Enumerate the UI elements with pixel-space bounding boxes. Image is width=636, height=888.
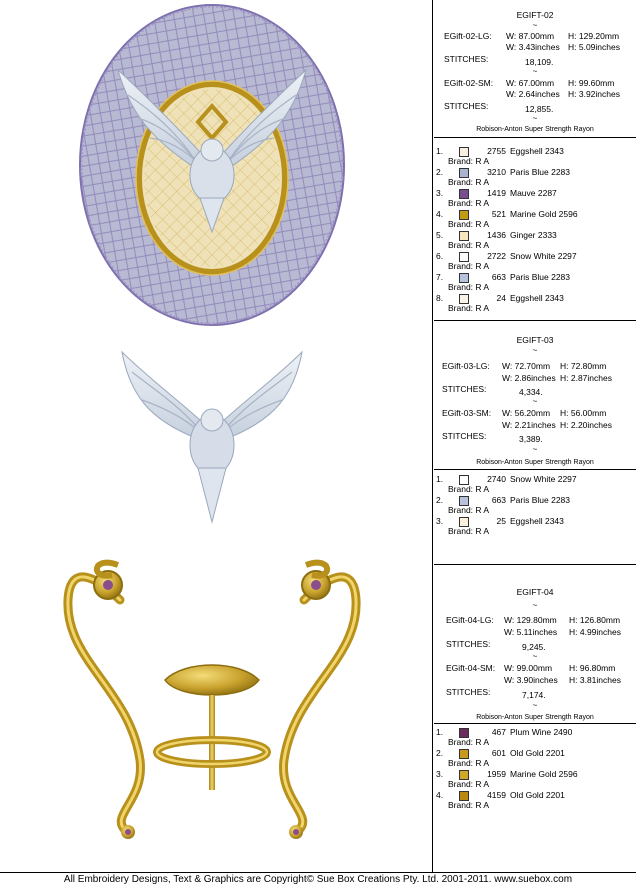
lg-stitches: 18,109. <box>525 57 554 67</box>
thread-name: Snow White 2297 <box>510 251 577 261</box>
sm-height-in: H: 2.20inches <box>560 420 612 430</box>
design-info-egift-04 <box>434 570 636 870</box>
thread-code: 24 <box>496 293 506 303</box>
lg-height-mm: H: 126.80mm <box>569 615 621 625</box>
sm-height-in: H: 3.81inches <box>569 675 621 685</box>
sm-stitches: 7,174. <box>522 690 546 700</box>
thread-brand: Brand: R A <box>448 779 490 789</box>
design-title: EGIFT-04 <box>516 587 554 597</box>
divider <box>434 564 636 565</box>
thread-brand: Brand: R A <box>448 737 490 747</box>
lg-height-in: H: 5.09inches <box>568 42 620 52</box>
lg-height-in: H: 2.87inches <box>560 373 612 383</box>
thread-brand: Brand: R A <box>448 758 490 768</box>
thread-code: 521 <box>491 209 506 219</box>
thread-code: 3210 <box>487 167 506 177</box>
thread-row <box>436 495 636 516</box>
thread-name: Plum Wine 2490 <box>510 727 573 737</box>
tilde-separator: ~ <box>532 21 538 30</box>
sm-height-mm: H: 96.80mm <box>569 663 616 673</box>
thread-brand-heading: Robison-Anton Super Strength Rayon <box>476 459 594 466</box>
lg-label: EGift-02-LG: <box>444 31 492 41</box>
sm-height-mm: H: 99.60mm <box>568 78 615 88</box>
lg-height-mm: H: 72.80mm <box>560 361 607 371</box>
thread-row <box>436 209 636 230</box>
sm-width-mm: W: 56.20mm <box>502 408 551 418</box>
lg-width-mm: W: 72.70mm <box>502 361 551 371</box>
lg-width-mm: W: 129.80mm <box>504 615 557 625</box>
tilde-separator: ~ <box>532 346 538 355</box>
thread-brand: Brand: R A <box>448 282 490 292</box>
design-title: EGIFT-03 <box>516 335 554 345</box>
lg-stitches: 9,245. <box>522 642 546 652</box>
copyright-footer: All Embroidery Designs, Text & Graphics are Copyright© Sue Box Creations Pty. Ltd. 2001-2011. www.suebox.com <box>63 874 573 885</box>
stitches-label: STITCHES: <box>446 687 491 697</box>
lg-width-in: W: 2.86inches <box>502 373 556 383</box>
thread-brand: Brand: R A <box>448 800 490 810</box>
thread-number: 5. <box>436 230 444 240</box>
thread-number: 3. <box>436 516 444 526</box>
divider <box>434 137 636 138</box>
sm-width-mm: W: 99.00mm <box>504 663 553 673</box>
thread-row <box>436 790 636 811</box>
lg-width-in: W: 3.43inches <box>506 42 560 52</box>
thread-row <box>436 474 636 495</box>
thread-brand: Brand: R A <box>448 240 490 250</box>
stitches-label: STITCHES: <box>442 384 487 394</box>
design-info-egift-02 <box>434 0 636 330</box>
thread-number: 8. <box>436 293 444 303</box>
thread-name: Eggshell 2343 <box>510 293 564 303</box>
thread-code: 467 <box>491 727 506 737</box>
lg-height-mm: H: 129.20mm <box>568 31 620 41</box>
thread-code: 1959 <box>487 769 506 779</box>
sm-label: EGift-03-SM: <box>442 408 492 418</box>
thread-brand: Brand: R A <box>448 505 490 515</box>
thread-name: Eggshell 2343 <box>510 516 564 526</box>
thread-name: Eggshell 2343 <box>510 146 564 156</box>
lg-label: EGift-03-LG: <box>442 361 490 371</box>
thread-number: 2. <box>436 167 444 177</box>
lg-width-in: W: 5.11inches <box>504 627 558 637</box>
thread-number: 3. <box>436 769 444 779</box>
thread-number: 1. <box>436 146 444 156</box>
sm-label: EGift-02-SM: <box>444 78 494 88</box>
thread-number: 2. <box>436 495 444 505</box>
thread-brand: Brand: R A <box>448 526 490 536</box>
stitches-label: STITCHES: <box>444 101 489 111</box>
thread-number: 4. <box>436 790 444 800</box>
thread-row <box>436 230 636 251</box>
tilde-separator: ~ <box>532 67 538 76</box>
divider <box>434 469 636 470</box>
thread-row <box>436 188 636 209</box>
thread-row <box>436 748 636 769</box>
sm-height-in: H: 3.92inches <box>568 89 620 99</box>
thread-number: 2. <box>436 748 444 758</box>
divider <box>434 723 636 724</box>
thread-brand-heading: Robison-Anton Super Strength Rayon <box>476 714 594 721</box>
thread-code: 2755 <box>487 146 506 156</box>
thread-brand: Brand: R A <box>448 156 490 166</box>
thread-name: Ginger 2333 <box>510 230 557 240</box>
tilde-separator: ~ <box>532 114 538 123</box>
thread-number: 3. <box>436 188 444 198</box>
thread-name: Old Gold 2201 <box>510 790 565 800</box>
footer-divider <box>0 872 636 873</box>
thread-name: Mauve 2287 <box>510 188 557 198</box>
thread-code: 663 <box>491 495 506 505</box>
thread-brand: Brand: R A <box>448 484 490 494</box>
lg-width-mm: W: 87.00mm <box>506 31 555 41</box>
thread-row <box>436 272 636 293</box>
thread-name: Marine Gold 2596 <box>510 209 578 219</box>
sm-stitches: 12,855. <box>525 104 554 114</box>
stitches-label: STITCHES: <box>446 639 491 649</box>
stitches-label: STITCHES: <box>444 54 489 64</box>
thread-code: 601 <box>491 748 506 758</box>
thread-brand: Brand: R A <box>448 198 490 208</box>
lg-stitches: 4,334. <box>519 387 543 397</box>
sm-height-mm: H: 56.00mm <box>560 408 607 418</box>
thread-number: 1. <box>436 727 444 737</box>
tilde-separator: ~ <box>532 445 538 454</box>
stitches-label: STITCHES: <box>442 431 487 441</box>
thread-number: 1. <box>436 474 444 484</box>
thread-code: 1436 <box>487 230 506 240</box>
column-divider <box>432 0 433 872</box>
thread-row <box>436 727 636 748</box>
thread-row <box>436 516 636 537</box>
thread-row <box>436 769 636 790</box>
tilde-separator: ~ <box>532 701 538 710</box>
sm-stitches: 3,389. <box>519 434 543 444</box>
thread-code: 663 <box>491 272 506 282</box>
thread-code: 1419 <box>487 188 506 198</box>
tilde-separator: ~ <box>532 397 538 406</box>
thread-brand: Brand: R A <box>448 219 490 229</box>
thread-code: 4159 <box>487 790 506 800</box>
thread-name: Paris Blue 2283 <box>510 495 571 505</box>
sm-width-mm: W: 67.00mm <box>506 78 555 88</box>
design-title: EGIFT-02 <box>516 10 554 20</box>
thread-number: 4. <box>436 209 444 219</box>
sm-width-in: W: 3.90inches <box>504 675 558 685</box>
thread-code: 25 <box>496 516 506 526</box>
thread-row <box>436 167 636 188</box>
thread-name: Paris Blue 2283 <box>510 272 571 282</box>
design-info-egift-03 <box>434 330 636 570</box>
thread-name: Paris Blue 2283 <box>510 167 571 177</box>
thread-brand: Brand: R A <box>448 261 490 271</box>
thread-row <box>436 146 636 167</box>
thread-row <box>436 293 636 314</box>
thread-brand: Brand: R A <box>448 177 490 187</box>
thread-name: Marine Gold 2596 <box>510 769 578 779</box>
divider <box>434 320 636 321</box>
egift-04-gold-stand-design <box>68 563 356 839</box>
thread-name: Snow White 2297 <box>510 474 577 484</box>
thread-row <box>436 251 636 272</box>
egift-03-dove-design <box>122 352 302 522</box>
thread-code: 2740 <box>487 474 506 484</box>
sm-label: EGift-04-SM: <box>446 663 496 673</box>
sm-width-in: W: 2.64inches <box>506 89 560 99</box>
thread-number: 6. <box>436 251 444 261</box>
tilde-separator: ~ <box>532 601 538 610</box>
thread-brand-heading: Robison-Anton Super Strength Rayon <box>476 126 594 133</box>
egift-02-oval-design <box>80 5 344 325</box>
sm-width-in: W: 2.21inches <box>502 420 556 430</box>
lg-label: EGift-04-LG: <box>446 615 494 625</box>
thread-code: 2722 <box>487 251 506 261</box>
lg-height-in: H: 4.99inches <box>569 627 621 637</box>
tilde-separator: ~ <box>532 652 538 661</box>
thread-name: Old Gold 2201 <box>510 748 565 758</box>
thread-brand: Brand: R A <box>448 303 490 313</box>
thread-number: 7. <box>436 272 444 282</box>
